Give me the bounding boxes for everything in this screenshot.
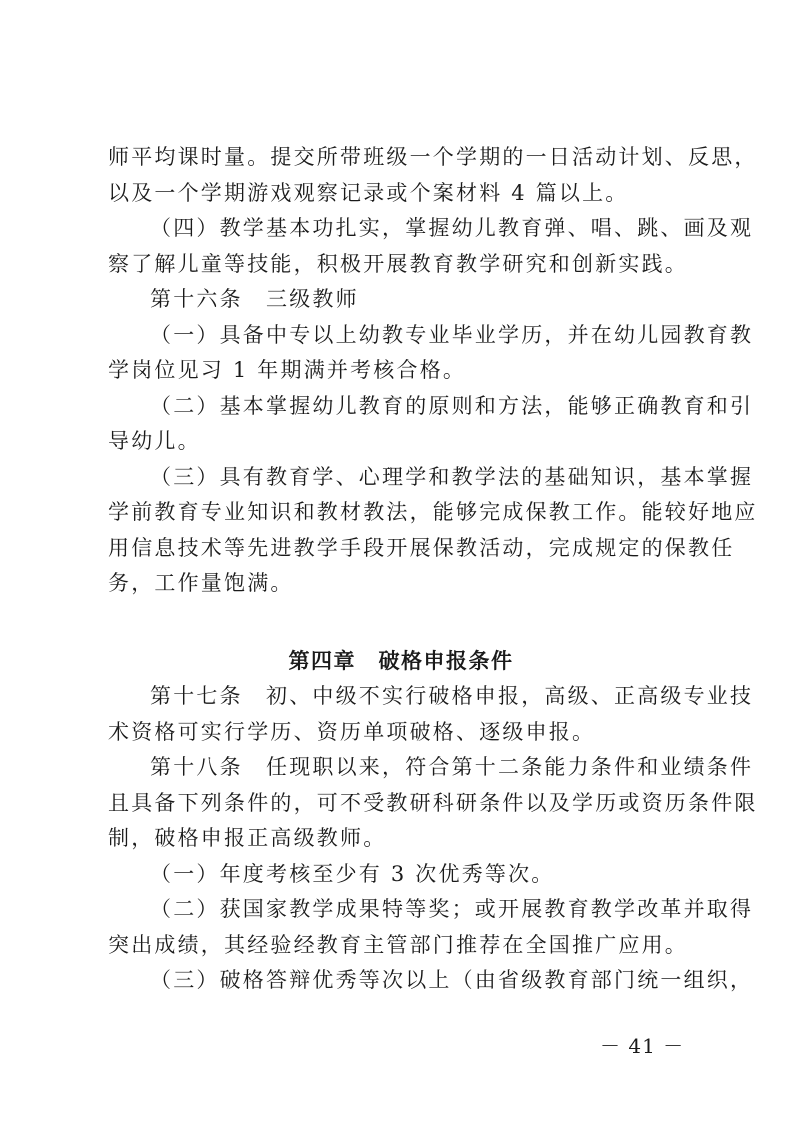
body-line: 用信息技术等先进教学手段开展保教活动，完成规定的保教任 [108,535,735,560]
article-title: 第十六条 三级教师 [150,287,359,311]
body-line: （三）具有教育学、心理学和教学法的基础知识，基本掌握 [150,464,754,489]
body-line: 以及一个学期游戏观察记录或个案材料 4 篇以上。 [108,180,629,205]
body-line: 师平均课时量。提交所带班级一个学期的一日活动计划、反思， [108,145,758,169]
article-line: 第十八条 任现职以来，符合第十二条能力条件和业绩条件 [150,755,754,779]
body-line: 学岗位见习 1 年期满并考核合格。 [108,358,467,382]
body-line: 且具备下列条件的，可不受教研科研条件以及学历或资历条件限 [108,790,758,815]
body-line: 制，破格申报正高级教师。 [108,826,387,850]
body-line: 术资格可实行学历、资历单项破格、逐级申报。 [108,719,596,744]
body-line: （一）具备中专以上幼教专业毕业学历，并在幼儿园教育教 [150,322,754,347]
body-line: （三）破格答辩优秀等次以上（由省级教育部门统一组织， [150,968,754,992]
body-line: 导幼儿。 [108,429,201,453]
body-line: 察了解儿童等技能，积极开展教育教学研究和创新实践。 [108,251,688,276]
page-number: － 41 － [600,1034,685,1058]
document-page [108,140,758,999]
article-line: 第十七条 初、中级不实行破格申报，高级、正高级专业技 [150,684,754,708]
body-line: 学前教育专业知识和教材教法，能够完成保教工作。能较好地应 [108,500,758,524]
body-line: （二）获国家教学成果特等奖；或开展教育教学改革并取得 [150,897,754,921]
body-line: （一）年度考核至少有 3 次优秀等次。 [150,861,555,886]
body-line: 务，工作量饱满。 [108,571,294,595]
chapter-heading: 第四章 破格申报条件 [288,648,514,673]
body-line: （二）基本掌握幼儿教育的原则和方法，能够正确教育和引 [150,393,754,418]
body-line: 突出成绩，其经验经教育主管部门推荐在全国推广应用。 [108,932,688,957]
body-line: （四）教学基本功扎实，掌握幼儿教育弹、唱、跳、画及观 [150,216,754,240]
